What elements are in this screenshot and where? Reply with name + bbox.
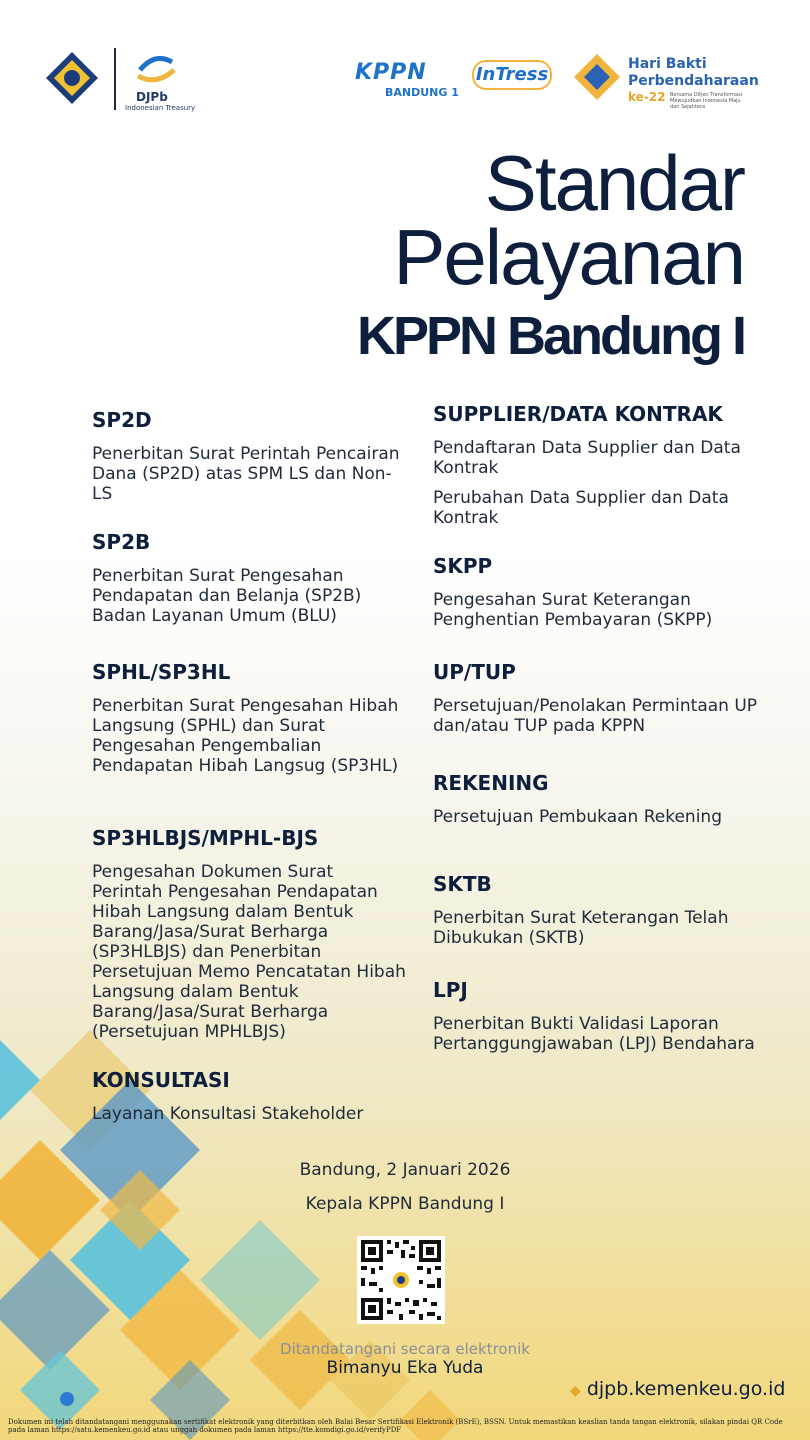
service-item: Penerbitan Bukti Validasi Laporan Pertanggungjawaban (LPJ) Bendahara [433,1014,755,1054]
service-lpj [433,978,763,1064]
service-heading: SP2D [92,408,152,432]
service-item: Penerbitan Surat Keterangan Telah Dibukukan (SKTB) [433,908,729,948]
hari-bakti-title-line1: Hari Bakti [628,56,707,72]
intress-logo: InTress [472,60,552,90]
footnote: Dokumen ini telah ditandatangani menggunakan sertifikat elektronik yang diterbitkan oleh Balai Besar Sertifikasi Elektronik (BSrE), BSSN. Untuk memastikan keaslian tanda tangan elektronik, silakan pindai QR Code pada laman https://satu.kemenkeu.go.id atau unggah dokumen pada laman https://tte.komdigi.go.id/verifyPDF [8,1418,783,1434]
service-item: Perubahan Data Supplier dan Data Kontrak [433,488,729,528]
service-item: Persetujuan Pembukaan Rekening [433,807,722,827]
title-line-1: Standar [484,139,744,227]
service-heading: SPHL/SP3HL [92,660,231,684]
service-sp2d [92,408,407,514]
hari-bakti-edition: ke-22 [628,90,666,104]
hari-bakti-logo-icon [572,52,622,102]
service-item: Pengesahan Dokumen Surat Perintah Pengesahan Pendapatan Hibah Langsung dalam Bentuk Barang/Jasa/Surat Berharga (SP3HLBJS) dan Penerbitan Persetujuan Memo Pencatatan Hibah Langsung dalam Bentuk Barang/Jasa/Surat Berharga (Persetujuan MPHLBJS) [92,862,406,1042]
djpb-subtitle: Indonesian Treasury [125,104,196,112]
service-heading: SP2B [92,530,151,554]
service-item: Layanan Konsultasi Stakeholder [92,1104,364,1124]
title-line-2: Pelayanan [393,213,744,301]
electronic-signature-note: Ditandatangani secara elektronik [280,1340,530,1358]
service-item: Penerbitan Surat Perintah Pencairan Dana (SP2D) atas SPM LS dan Non-LS [92,444,400,504]
service-heading: KONSULTASI [92,1068,230,1092]
hari-bakti-title [628,56,759,90]
kppn-logo: KPPN [355,60,427,85]
service-sktb [433,872,763,958]
service-heading: REKENING [433,771,549,795]
service-item: Penerbitan Surat Pengesahan Hibah Langsung (SPHL) dan Surat Pengesahan Pengembalian Pendapatan Hibah Langsug (SP3HL) [92,696,399,776]
website-link[interactable] [570,1378,785,1400]
service-item: Penerbitan Surat Pengesahan Pendapatan dan Belanja (SP2B) Badan Layanan Umum (BLU) [92,566,362,626]
djpb-logo-icon [132,48,178,88]
service-rekening [433,771,763,837]
service-supplier-data-kontrak [433,402,763,538]
service-heading: SKPP [433,554,493,578]
service-sp3hlbjs-mphl-bjs [92,826,407,1052]
kppn-logo-subtitle: BANDUNG 1 [385,86,459,99]
place-date: Bandung, 2 Januari 2026 [299,1160,511,1180]
website-text: djpb.kemenkeu.go.id [586,1378,786,1400]
service-heading: SKTB [433,872,492,896]
service-item: Pendaftaran Data Supplier dan Data Kontrak [433,438,741,478]
kemenkeu-emblem-icon [44,50,100,106]
service-sphl-sp3hl [92,660,407,786]
diamond-icon: ◆ [570,1383,581,1399]
service-konsultasi [92,1068,407,1134]
service-skpp [433,554,763,640]
service-up-tup [433,660,763,746]
service-heading: SP3HLBJS/MPHL-BJS [92,826,319,850]
service-item: Persetujuan/Penolakan Permintaan UP dan/atau TUP pada KPPN [433,696,758,736]
signer-role: Kepala KPPN Bandung I [305,1194,505,1214]
globe-icon [60,1392,74,1406]
hari-bakti-title-line2: Perbendaharaan [628,73,759,89]
service-heading: LPJ [433,978,468,1002]
qr-code-icon[interactable] [357,1236,445,1324]
service-item: Pengesahan Surat Keterangan Penghentian Pembayaran (SKPP) [433,590,713,630]
title-line-3: KPPN Bandung I [357,306,744,366]
djpb-name: DJPb [136,90,168,104]
service-heading: SUPPLIER/DATA KONTRAK [433,402,723,426]
service-heading: UP/TUP [433,660,516,684]
signer-name: Bimanyu Eka Yuda [326,1358,484,1378]
service-sp2b [92,530,407,636]
hari-bakti-tagline: Bersama Ditjen Transformasi Mewujudkan Indonesia Maju dan Sejahtera [670,92,743,110]
header-divider [114,48,116,110]
